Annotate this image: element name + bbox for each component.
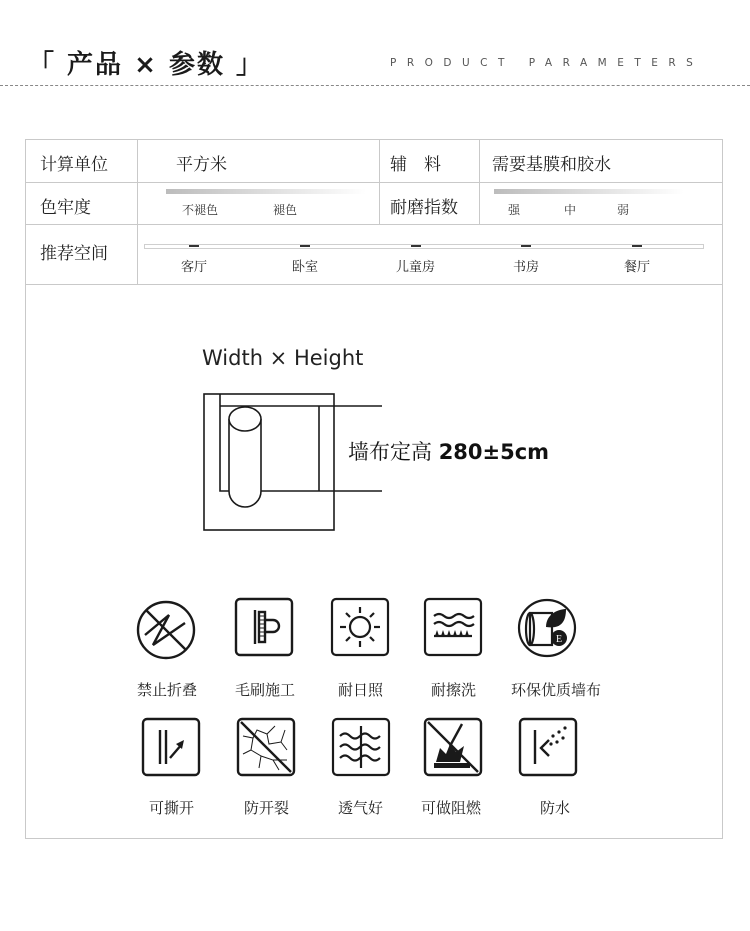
room-marker: [632, 245, 642, 247]
size-label: Width × Height: [202, 346, 364, 370]
unit-value: 平方米: [176, 155, 227, 175]
room-item: 书房: [513, 260, 540, 275]
peelable-icon: [140, 716, 202, 778]
feature-label: 毛刷施工: [235, 681, 296, 699]
feature-label: 耐日照: [338, 681, 384, 699]
colorfast-label: 色牢度: [40, 198, 91, 218]
flame-retardant-icon: [422, 716, 484, 778]
eco-leaf-icon: [516, 597, 578, 659]
abrasion-label: 耐磨指数: [390, 198, 458, 218]
row-divider: [26, 284, 722, 285]
colorfast-option: 不褪色: [182, 203, 219, 217]
section-subtitle: PRODUCT PARAMETERS: [390, 57, 704, 69]
header-divider: [0, 85, 750, 86]
anti-crack-icon: [235, 716, 297, 778]
abrasion-option: 中: [564, 203, 577, 217]
colorfast-option: 褪色: [273, 203, 298, 217]
abrasion-gradient-bar: [494, 189, 684, 194]
feature-label: 耐擦洗: [431, 681, 477, 699]
col-divider: [379, 140, 380, 224]
feature-label: 环保优质墙布: [511, 681, 602, 699]
room-marker: [189, 245, 199, 247]
room-item: 卧室: [292, 260, 319, 275]
breathable-icon: [330, 716, 392, 778]
abrasion-option: 强: [508, 203, 521, 217]
feature-label: 防开裂: [244, 799, 290, 817]
feature-label: 防水: [540, 799, 571, 817]
room-item: 餐厅: [624, 260, 651, 275]
row-divider: [26, 224, 722, 225]
feature-label: 可做阻燃: [421, 799, 482, 817]
accessory-value: 需要基膜和胶水: [492, 155, 611, 175]
feature-label: 禁止折叠: [137, 681, 198, 699]
colorfast-gradient-bar: [166, 189, 366, 194]
abrasion-option: 弱: [617, 203, 630, 217]
room-marker: [521, 245, 531, 247]
waterproof-icon: [517, 716, 579, 778]
no-fold-icon: [135, 599, 197, 661]
fixed-height-value: 280±5cm: [438, 440, 550, 464]
rooms-label: 推荐空间: [40, 244, 108, 264]
room-marker: [300, 245, 310, 247]
rooms-scale-bar: [144, 244, 704, 249]
room-item: 客厅: [181, 260, 208, 275]
room-marker: [411, 245, 421, 247]
accessory-label: 辅 料: [390, 155, 441, 175]
col-divider: [137, 140, 138, 284]
feature-label: 透气好: [338, 799, 384, 817]
row-divider: [26, 182, 722, 183]
room-item: 儿童房: [396, 260, 436, 275]
unit-label: 计算单位: [40, 155, 108, 175]
brush-apply-icon: [233, 596, 295, 658]
section-title: 「 产品 × 参数 」: [28, 50, 264, 80]
col-divider: [479, 140, 480, 224]
feature-label: 可撕开: [149, 799, 195, 817]
fixed-height-text: 墙布定高: [348, 440, 432, 464]
sun-icon: [329, 596, 391, 658]
washable-icon: [422, 596, 484, 658]
svg-text:E: E: [555, 634, 563, 645]
fixed-height-label: [348, 436, 549, 466]
